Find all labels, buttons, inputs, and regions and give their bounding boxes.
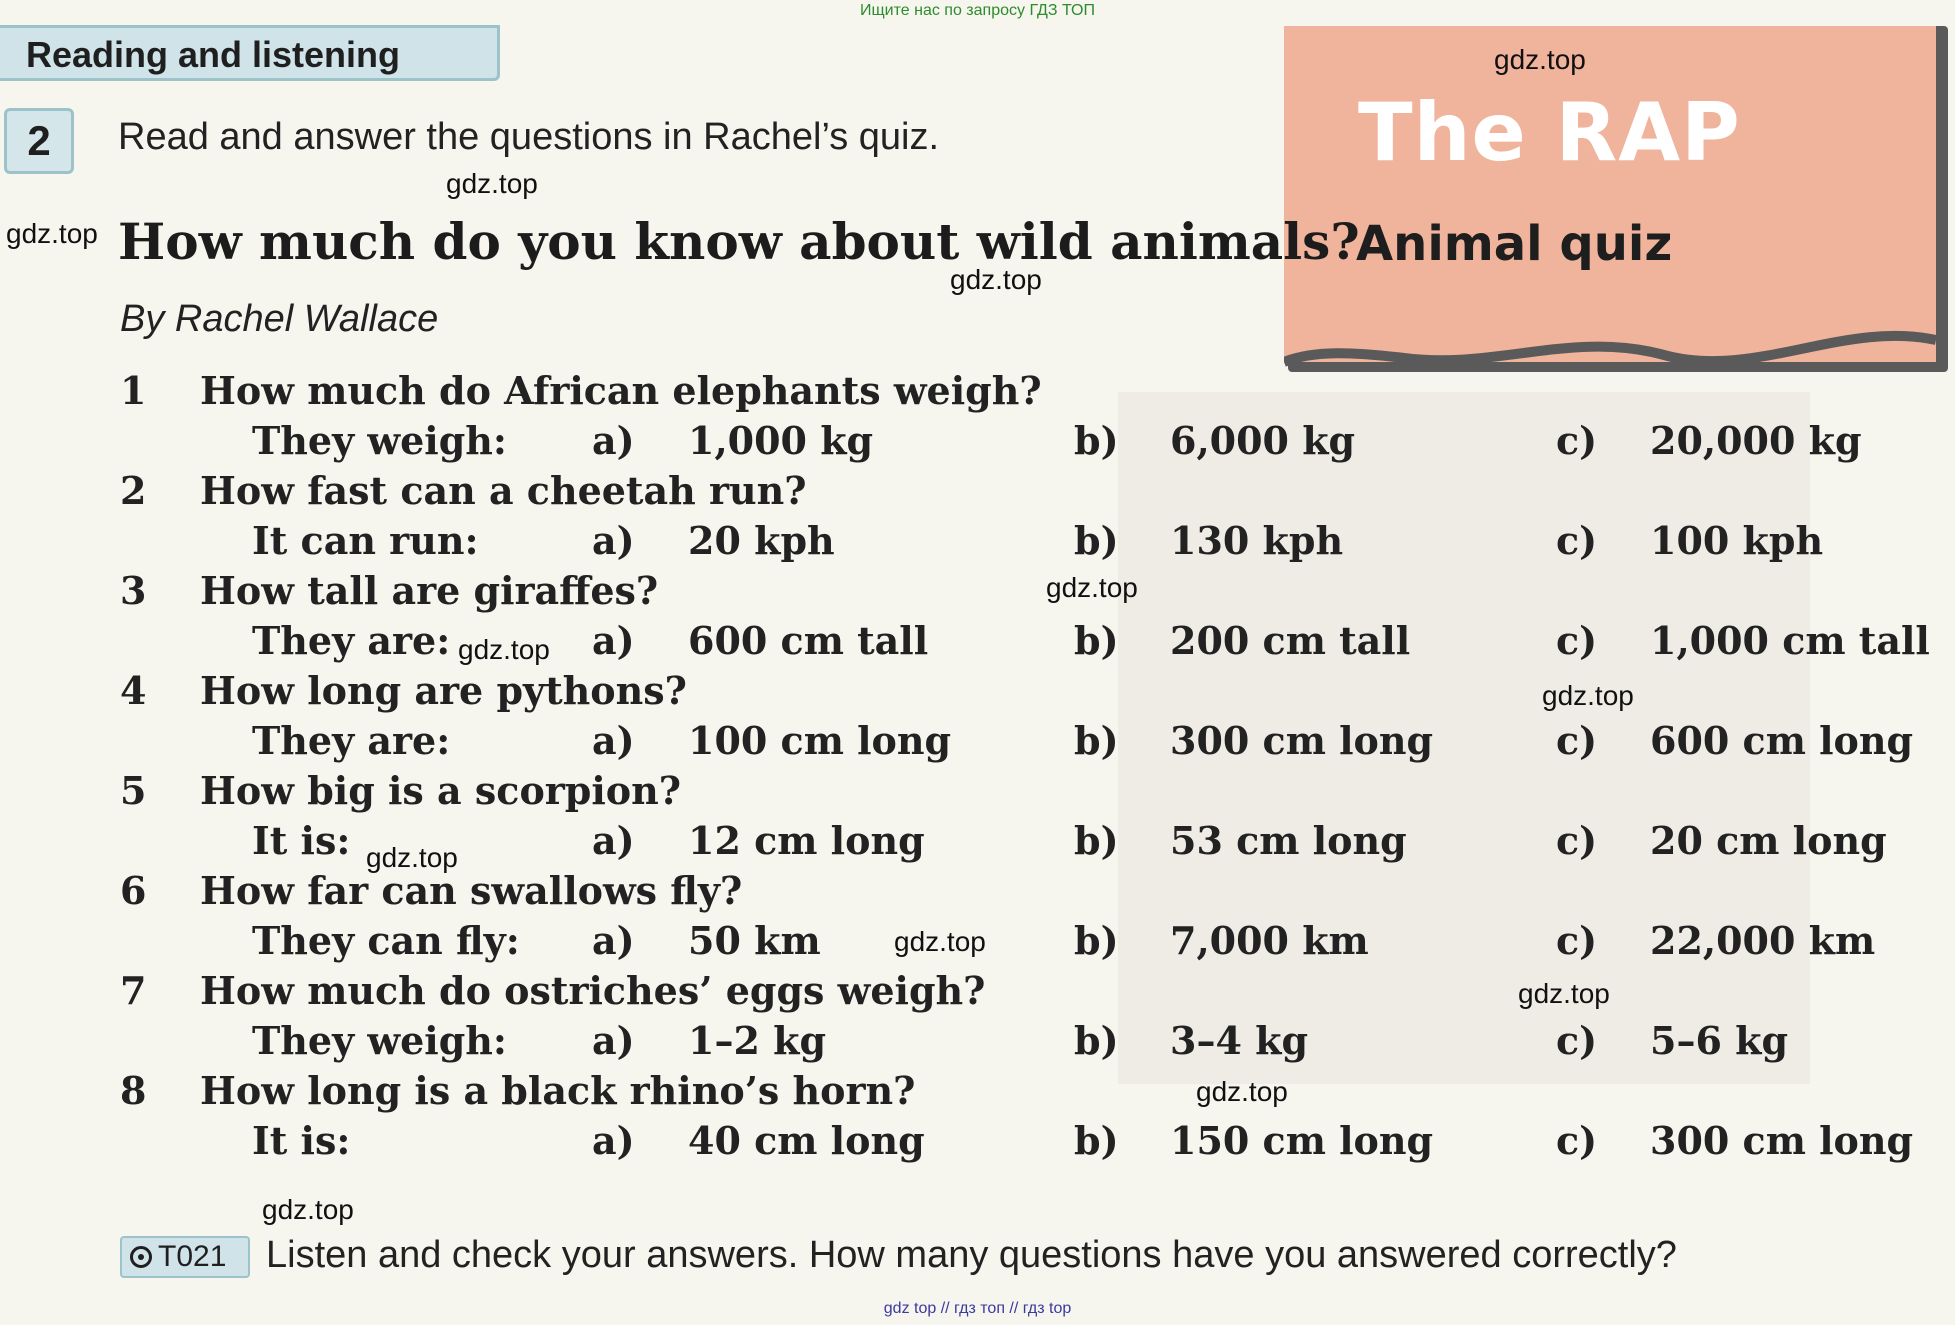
option-letter: b) <box>1074 618 1119 663</box>
answer-lead: They are: <box>252 718 451 763</box>
audio-track-badge[interactable] <box>120 1236 250 1278</box>
watermark: gdz.top <box>262 1194 354 1225</box>
option-letter: a) <box>592 718 635 763</box>
option-value: 100 kph <box>1650 518 1824 563</box>
question-number: 4 <box>120 668 147 713</box>
rap-subtitle: Animal quiz <box>1356 216 1673 272</box>
watermark: gdz.top <box>1196 1076 1288 1107</box>
question-text: How long are pythons? <box>200 668 687 713</box>
option-letter: b) <box>1074 418 1119 463</box>
option-value: 3–4 kg <box>1170 1018 1309 1063</box>
option-value: 150 cm long <box>1170 1118 1434 1163</box>
option-letter: a) <box>592 1018 635 1063</box>
option-value: 20 kph <box>688 518 835 563</box>
question-number: 5 <box>120 768 147 813</box>
option-value: 40 cm long <box>688 1118 925 1163</box>
option-value: 200 cm tall <box>1170 618 1411 663</box>
option-value: 1,000 kg <box>688 418 874 463</box>
option-letter: b) <box>1074 518 1119 563</box>
option-letter: a) <box>592 1118 635 1163</box>
exercise-number: 2 <box>4 108 74 174</box>
watermark: gdz.top <box>950 264 1042 295</box>
option-value: 20,000 kg <box>1650 418 1862 463</box>
question-text: How far can swallows fly? <box>200 868 743 913</box>
instruction: Read and answer the questions in Rachel’s quiz. <box>118 116 940 158</box>
watermark: gdz.top <box>1542 680 1634 711</box>
section-heading: Reading and listening <box>0 25 500 81</box>
byline: By Rachel Wallace <box>120 298 439 340</box>
question-text: How much do ostriches’ eggs weigh? <box>200 968 986 1013</box>
answer-lead: They weigh: <box>252 1018 507 1063</box>
track-number: T021 <box>158 1240 227 1273</box>
question-text: How fast can a cheetah run? <box>200 468 807 513</box>
option-letter: c) <box>1556 1118 1598 1163</box>
question-text: How tall are giraffes? <box>200 568 659 613</box>
question-number: 8 <box>120 1068 147 1113</box>
audio-disc-icon <box>130 1246 152 1268</box>
question-number: 6 <box>120 868 147 913</box>
watermark: gdz.top <box>1046 572 1138 603</box>
option-letter: a) <box>592 918 635 963</box>
bottom-note: gdz top // гдз топ // гдз top <box>883 1300 1072 1317</box>
question-number: 2 <box>120 468 147 513</box>
question-text: How long is a black rhino’s horn? <box>200 1068 916 1113</box>
option-value: 300 cm long <box>1170 718 1434 763</box>
option-letter: c) <box>1556 418 1598 463</box>
answer-lead: They weigh: <box>252 418 507 463</box>
option-letter: c) <box>1556 718 1598 763</box>
option-letter: c) <box>1556 1018 1598 1063</box>
option-value: 5–6 kg <box>1650 1018 1789 1063</box>
watermark: gdz.top <box>458 634 550 665</box>
option-value: 1,000 cm tall <box>1650 618 1930 663</box>
watermark: gdz.top <box>6 218 98 249</box>
option-letter: b) <box>1074 918 1119 963</box>
answer-lead: It is: <box>252 818 351 863</box>
answer-lead: They are: <box>252 618 451 663</box>
top-note: Ищите нас по запросу ГДЗ ТОП <box>860 2 1095 19</box>
option-value: 22,000 km <box>1650 918 1876 963</box>
question-text: How much do African elephants weigh? <box>200 368 1042 413</box>
option-letter: c) <box>1556 818 1598 863</box>
question-number: 3 <box>120 568 147 613</box>
question-text: How big is a scorpion? <box>200 768 682 813</box>
option-letter: c) <box>1556 518 1598 563</box>
listen-instruction: Listen and check your answers. How many questions have you answered correctly? <box>266 1234 1677 1276</box>
quiz-title: How much do you know about wild animals? <box>118 212 1360 271</box>
option-letter: b) <box>1074 1118 1119 1163</box>
option-value: 130 kph <box>1170 518 1344 563</box>
option-value: 600 cm tall <box>688 618 929 663</box>
option-letter: c) <box>1556 918 1598 963</box>
watermark: gdz.top <box>366 842 458 873</box>
watermark: gdz.top <box>1518 978 1610 1009</box>
answer-lead: It can run: <box>252 518 479 563</box>
option-letter: a) <box>592 418 635 463</box>
option-value: 7,000 km <box>1170 918 1369 963</box>
answer-lead: They can fly: <box>252 918 520 963</box>
watermark: gdz.top <box>446 168 538 199</box>
option-letter: b) <box>1074 718 1119 763</box>
option-value: 1–2 kg <box>688 1018 827 1063</box>
option-letter: b) <box>1074 1018 1119 1063</box>
rap-title: The RAP <box>1358 86 1741 179</box>
rap-panel-wave <box>1284 300 1954 390</box>
option-value: 20 cm long <box>1650 818 1887 863</box>
option-value: 12 cm long <box>688 818 925 863</box>
option-letter: c) <box>1556 618 1598 663</box>
answer-lead: It is: <box>252 1118 351 1163</box>
watermark: gdz.top <box>1494 44 1586 75</box>
question-number: 1 <box>120 368 147 413</box>
option-letter: a) <box>592 518 635 563</box>
option-letter: b) <box>1074 818 1119 863</box>
option-value: 53 cm long <box>1170 818 1407 863</box>
option-letter: a) <box>592 818 635 863</box>
option-value: 6,000 kg <box>1170 418 1356 463</box>
question-number: 7 <box>120 968 147 1013</box>
option-value: 50 km <box>688 918 821 963</box>
option-value: 300 cm long <box>1650 1118 1914 1163</box>
option-letter: a) <box>592 618 635 663</box>
watermark: gdz.top <box>894 926 986 957</box>
option-value: 100 cm long <box>688 718 952 763</box>
option-value: 600 cm long <box>1650 718 1914 763</box>
